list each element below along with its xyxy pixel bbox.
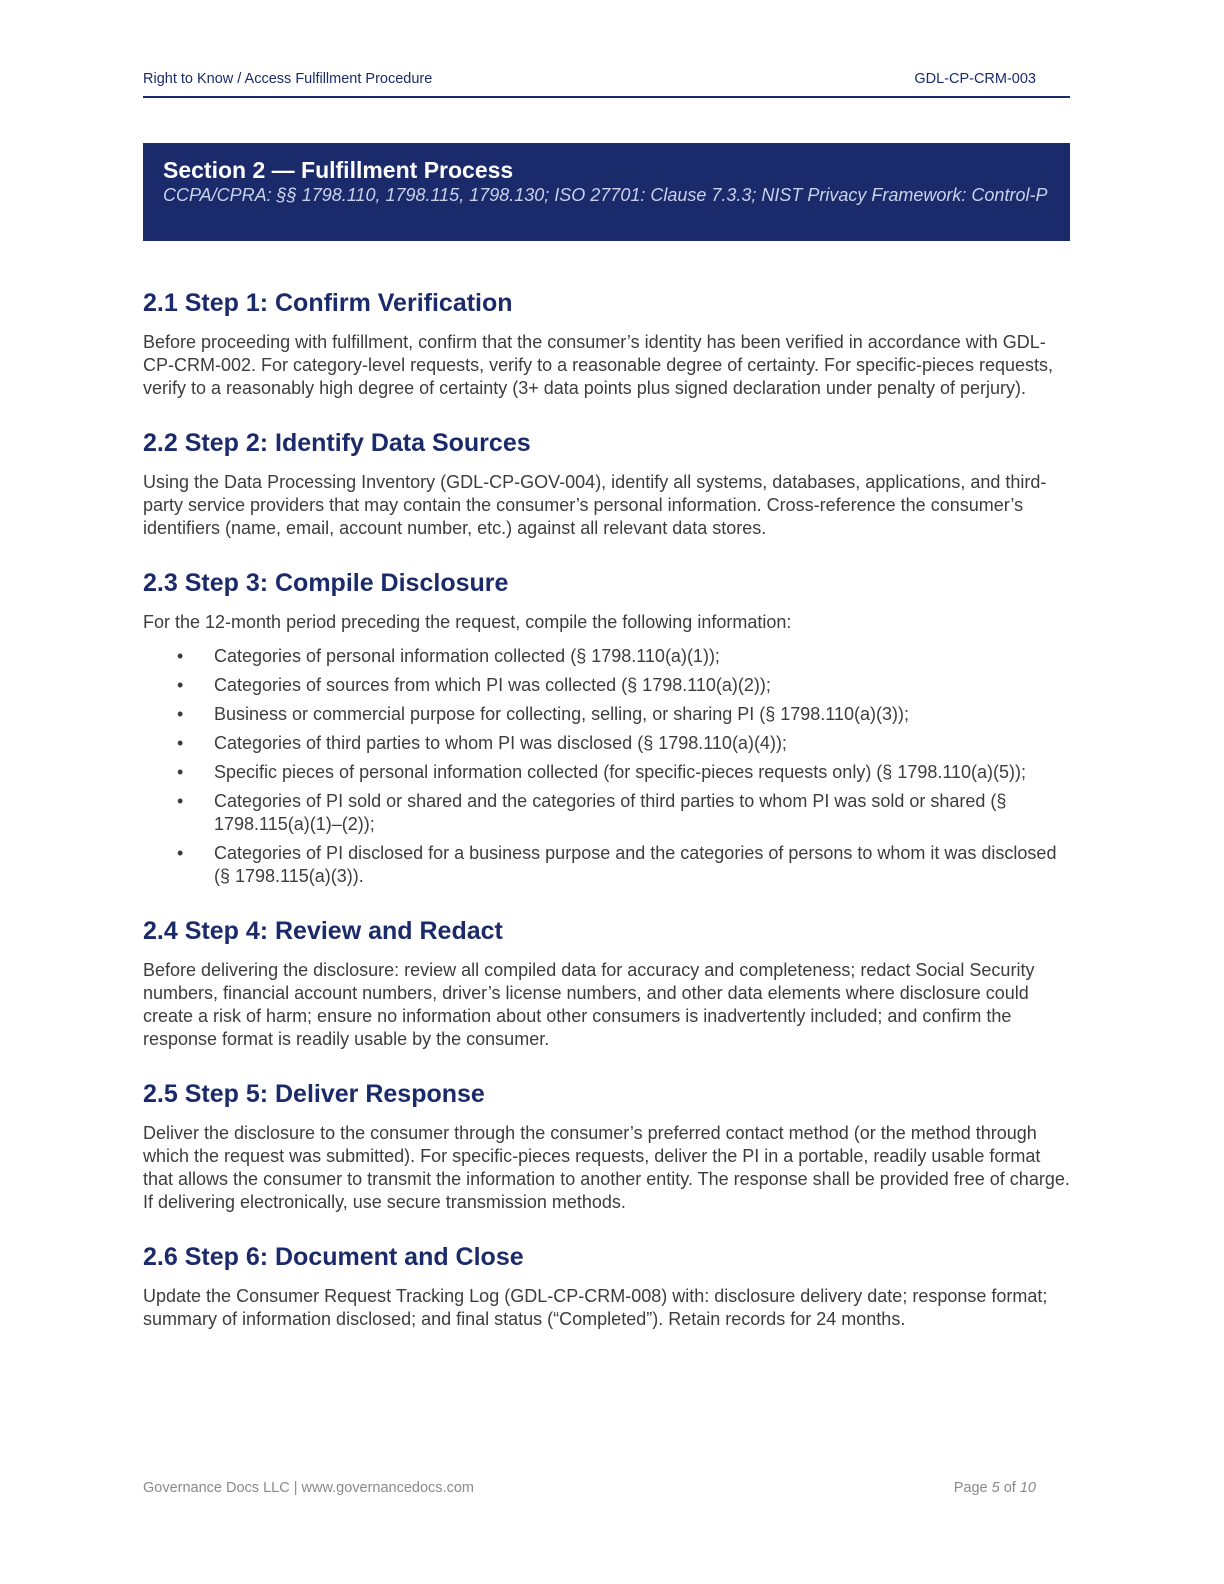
list-item [143, 674, 1070, 697]
section-heading: 2.4 Step 4: Review and Redact [143, 917, 503, 945]
list-item [143, 732, 1070, 755]
bullet-icon: • [177, 646, 184, 666]
section-heading: 2.5 Step 5: Deliver Response [143, 1080, 485, 1108]
list-item [143, 790, 1070, 836]
section-heading: 2.6 Step 6: Document and Close [143, 1243, 524, 1271]
section-paragraph: Deliver the disclosure to the consumer through the consumer’s preferred contact method (or the method through which the request was submitted). For specific-pieces requests, deliver the PI in a portable, readily usable format that allows the consumer to transmit the information to another entity. The response shall be provided free of charge. If delivering electronically, use secure transmission methods. [143, 1123, 1070, 1212]
section-banner [143, 143, 1070, 241]
section-2-1 [143, 286, 1070, 400]
document-code: GDL-CP-CRM-003 [914, 71, 1036, 87]
bullet-icon: • [177, 791, 184, 811]
bullet-icon: • [177, 704, 184, 724]
section-2-3 [143, 566, 1070, 888]
section-paragraph: For the 12-month period preceding the request, compile the following information: [143, 612, 792, 632]
list-item-text: Business or commercial purpose for collecting, selling, or sharing PI (§ 1798.110(a)(3)); [214, 704, 909, 724]
list-item-text: Categories of personal information collected (§ 1798.110(a)(1)); [214, 646, 720, 666]
list-item-text: Categories of third parties to whom PI was disclosed (§ 1798.110(a)(4)); [214, 733, 787, 753]
page-number [954, 1480, 1036, 1496]
page-prefix: Page [953, 1480, 992, 1496]
section-heading: 2.3 Step 3: Compile Disclosure [143, 569, 509, 597]
section-paragraph: Using the Data Processing Inventory (GDL-CP-GOV-004), identify all systems, databases, applications, and third-party service providers that may contain the consumer’s personal information. Cross-reference the consumer’s identifiers (name, email, account number, etc.) against all relevant data stores. [143, 472, 1047, 538]
section-references: CCPA/CPRA: §§ 1798.110, 1798.115, 1798.130; ISO 27701: Clause 7.3.3; NIST Privacy Framework: Control-P [163, 185, 1048, 205]
bullet-icon: • [177, 733, 184, 753]
list-item [143, 761, 1070, 784]
bullet-icon: • [177, 675, 184, 695]
document-title: Right to Know / Access Fulfillment Procedure [143, 71, 433, 87]
list-item [143, 842, 1070, 888]
section-title: Section 2 — Fulfillment Process [163, 157, 514, 183]
list-item-text: Specific pieces of personal information collected (for specific-pieces requests only) (§ 1798.110(a)(5)); [214, 762, 1027, 782]
footer-company: Governance Docs LLC | www.governancedocs.com [143, 1480, 474, 1496]
page-of: of [999, 1480, 1020, 1496]
page-total: 10 [1019, 1480, 1036, 1496]
list-item-text: Categories of PI sold or shared and the categories of third parties to whom PI was sold or shared (§ 1798.115(a)(1)–(2)); [214, 791, 1007, 834]
section-paragraph: Before proceeding with fulfillment, confirm that the consumer’s identity has been verified in accordance with GDL-CP-CRM-002. For category-level requests, verify to a reasonable degree of certainty. For specific-pieces requests, verify to a reasonably high degree of certainty (3+ data points plus signed declaration under penalty of perjury). [143, 332, 1054, 398]
section-heading: 2.1 Step 1: Confirm Verification [143, 289, 513, 317]
list-item-text: Categories of sources from which PI was collected (§ 1798.110(a)(2)); [214, 675, 771, 695]
list-item [143, 645, 1070, 668]
page-header [143, 70, 1070, 98]
page-current: 5 [991, 1480, 1000, 1496]
section-paragraph: Before delivering the disclosure: review all compiled data for accuracy and completeness; redact Social Security numbers, financial account numbers, driver’s license numbers, and other data elements where disclosure could create a risk of harm; ensure no information about other consumers is inadvertently included; and confirm the response format is readily usable by the consumer. [143, 960, 1035, 1049]
section-2-2 [143, 426, 1070, 540]
section-2-5 [143, 1077, 1070, 1214]
bullet-icon: • [177, 843, 184, 863]
section-heading: 2.2 Step 2: Identify Data Sources [143, 429, 531, 457]
disclosure-list [143, 645, 1070, 888]
section-paragraph: Update the Consumer Request Tracking Log (GDL-CP-CRM-008) with: disclosure delivery date; response format; summary of information disclosed; and final status (“Completed”). Retain records for 24 months. [143, 1286, 1048, 1329]
list-item-text: Categories of PI disclosed for a business purpose and the categories of persons to whom it was disclosed (§ 1798.115(a)(3)). [214, 843, 1057, 886]
document-body [143, 286, 1070, 1331]
section-2-6 [143, 1240, 1070, 1331]
bullet-icon: • [177, 762, 184, 782]
section-2-4 [143, 914, 1070, 1051]
list-item [143, 703, 1070, 726]
